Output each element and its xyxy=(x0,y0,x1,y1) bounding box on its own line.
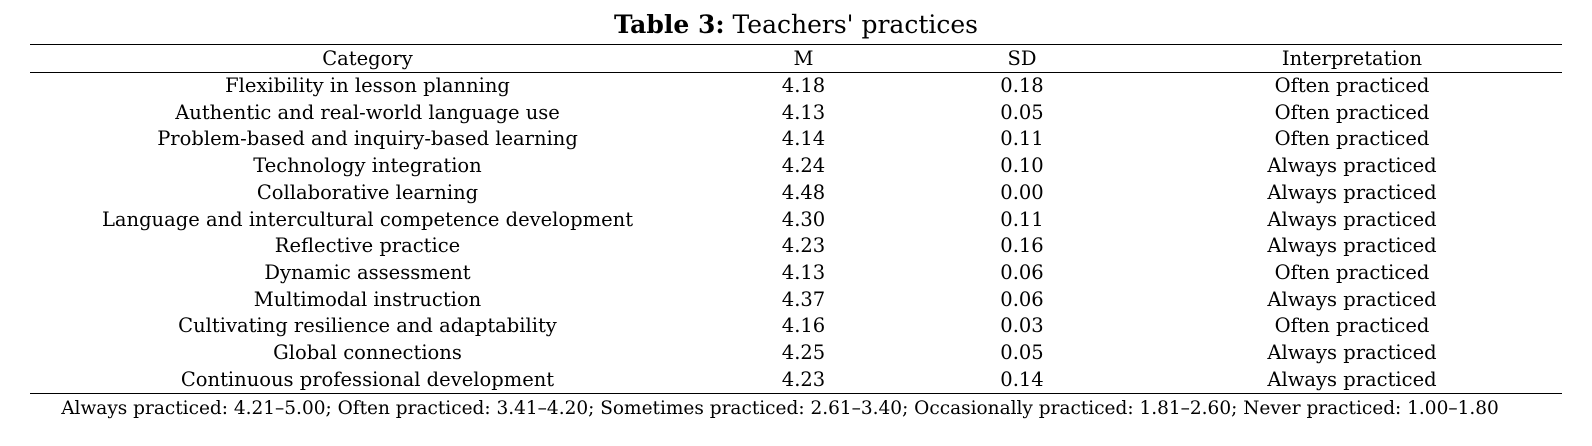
column-header-interpretation: Interpretation xyxy=(1281,47,1423,70)
interpretation-cell: Always practiced xyxy=(1267,367,1437,391)
interpretation-cell: Often practiced xyxy=(1274,127,1430,151)
table-row xyxy=(30,260,1562,287)
category-cell: Flexibility in lesson planning xyxy=(225,74,510,97)
sd-cell: 0.06 xyxy=(1000,260,1044,284)
mean-cell: 4.48 xyxy=(781,180,826,204)
interpretation-cell: Often practiced xyxy=(1274,74,1430,97)
category-cell: Technology integration xyxy=(253,154,482,178)
table-row xyxy=(30,367,1562,394)
category-cell: Multimodal instruction xyxy=(253,287,482,311)
category-cell: Reflective practice xyxy=(274,234,461,258)
mean-cell: 4.37 xyxy=(781,287,826,311)
sd-cell: 0.05 xyxy=(1000,100,1044,124)
mean-cell: 4.16 xyxy=(781,314,826,338)
table-row xyxy=(30,287,1562,314)
table-body xyxy=(30,73,1562,394)
mean-cell: 4.18 xyxy=(781,74,826,97)
sd-cell: 0.00 xyxy=(1000,180,1044,204)
interpretation-cell: Always practiced xyxy=(1267,287,1437,311)
sd-cell: 0.16 xyxy=(1000,234,1044,258)
table-row xyxy=(30,207,1562,234)
table-header-row xyxy=(30,45,1562,73)
mean-cell: 4.23 xyxy=(781,367,826,391)
category-cell: Global connections xyxy=(273,341,462,365)
category-cell: Language and intercultural competence development xyxy=(101,207,634,231)
sd-cell: 0.18 xyxy=(1000,74,1044,97)
sd-cell: 0.03 xyxy=(1000,314,1044,338)
table-row xyxy=(30,153,1562,180)
category-cell: Collaborative learning xyxy=(256,180,479,204)
table-caption-title: Teachers' practices xyxy=(732,10,979,39)
sd-cell: 0.14 xyxy=(1000,367,1044,391)
table-row xyxy=(30,340,1562,367)
table-note: Always practiced: 4.21–5.00; Often practiced: 3.41–4.20; Sometimes practiced: 2.61–3.40; Occasionally practiced: 1.81–2.60; Never practiced: 1.00–1.80 xyxy=(61,398,1499,419)
mean-cell: 4.13 xyxy=(781,260,826,284)
interpretation-cell: Always practiced xyxy=(1267,154,1437,178)
table-caption xyxy=(0,10,1592,40)
table-row xyxy=(30,313,1562,340)
mean-cell: 4.13 xyxy=(781,100,826,124)
mean-cell: 4.14 xyxy=(781,127,826,151)
teachers-practices-table xyxy=(30,44,1562,394)
category-cell: Problem-based and inquiry-based learning xyxy=(157,127,578,151)
column-header-category: Category xyxy=(322,47,413,70)
mean-cell: 4.25 xyxy=(781,341,826,365)
mean-cell: 4.23 xyxy=(781,234,826,258)
table-row xyxy=(30,180,1562,207)
interpretation-cell: Always practiced xyxy=(1267,180,1437,204)
category-cell: Continuous professional development xyxy=(180,367,555,391)
sd-cell: 0.05 xyxy=(1000,341,1044,365)
table-row xyxy=(30,100,1562,127)
interpretation-cell: Often practiced xyxy=(1274,314,1430,338)
sd-cell: 0.06 xyxy=(1000,287,1044,311)
table-row xyxy=(30,126,1562,153)
interpretation-cell: Always practiced xyxy=(1267,207,1437,231)
interpretation-cell: Often practiced xyxy=(1274,260,1430,284)
column-header-sd: SD xyxy=(1007,47,1037,70)
sd-cell: 0.11 xyxy=(1000,127,1044,151)
table-row xyxy=(30,233,1562,260)
column-header-mean: M xyxy=(793,47,814,70)
category-cell: Dynamic assessment xyxy=(264,260,471,284)
category-cell: Authentic and real-world language use xyxy=(175,100,560,124)
interpretation-cell: Always practiced xyxy=(1267,234,1437,258)
category-cell: Cultivating resilience and adaptability xyxy=(178,314,557,338)
interpretation-cell: Always practiced xyxy=(1267,341,1437,365)
mean-cell: 4.24 xyxy=(781,154,826,178)
table-caption-label: Table 3: xyxy=(613,10,725,39)
interpretation-cell: Often practiced xyxy=(1274,100,1430,124)
sd-cell: 0.10 xyxy=(1000,154,1044,178)
sd-cell: 0.11 xyxy=(1000,207,1044,231)
table-row xyxy=(30,73,1562,100)
mean-cell: 4.30 xyxy=(781,207,826,231)
